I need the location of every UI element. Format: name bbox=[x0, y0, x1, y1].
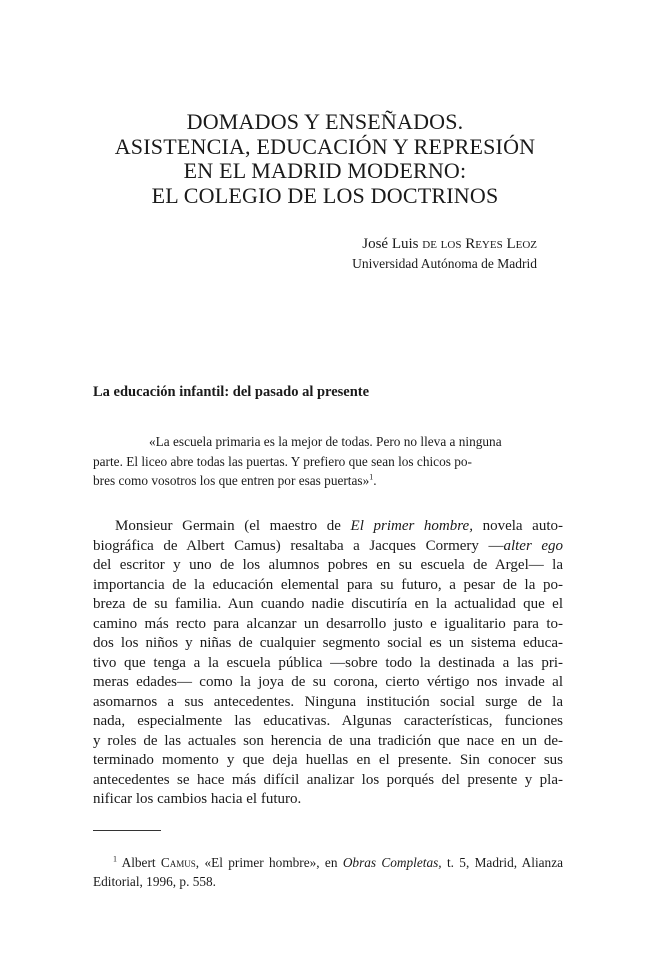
author-given-name: José Luis bbox=[362, 236, 423, 252]
footnote-number: 1 bbox=[113, 854, 117, 864]
title-line: EL COLEGIO DE LOS DOCTRINOS bbox=[151, 182, 499, 208]
paragraph-line: meras edades— como la joya de su corona, cierto vértigo nos invade al bbox=[93, 674, 563, 690]
paragraph-line: asomarnos a sus antecedentes. Ninguna institución social surge de la bbox=[93, 693, 563, 710]
footnote-line bbox=[93, 853, 563, 872]
paragraph-line: tivo que tenga a la escuela pública —sobre todo la destinada a las pri- bbox=[93, 654, 563, 671]
paragraph-line: y roles de las actuales son herencia de una tradición que nace en un de- bbox=[93, 732, 563, 749]
text-run: t. 5, Madrid, Alianza bbox=[441, 855, 564, 870]
paragraph-line: antecedentes se hace más difícil analizar los porqués del presente y pla- bbox=[93, 771, 563, 788]
italic-title: El primer hombre, bbox=[350, 518, 473, 534]
footnote bbox=[93, 853, 563, 891]
paragraph-line: breza de su familia. Aun cuando nadie discutiría en la actualidad que el bbox=[93, 596, 563, 612]
text-run: novela auto- bbox=[472, 518, 563, 534]
epigraph-end: . bbox=[373, 473, 377, 488]
footnote-divider bbox=[93, 830, 161, 831]
paragraph-line: terminado momento y que deja huellas en el presente. Sin conocer sus bbox=[93, 752, 563, 768]
epigraph-line: «La escuela primaria es la mejor de todas. Pero no lleva a ninguna bbox=[149, 434, 502, 449]
title-line: EN EL MADRID MODERNO: bbox=[183, 158, 467, 183]
paragraph-line: importancia de la educación elemental para su futuro, a pesar de la po- bbox=[93, 576, 563, 593]
paragraph-line: camino más recto para alcanzar un desarrollo justo e igualitario para to- bbox=[93, 615, 563, 632]
italic-term: alter ego bbox=[503, 537, 563, 554]
text-run: Albert bbox=[117, 855, 161, 870]
epigraph-last-line bbox=[93, 471, 563, 491]
epigraph-line: parte. El liceo abre todas las puertas. Y prefiero que sean los chicos po- bbox=[93, 453, 472, 469]
text-run: , «El primer hombre», en bbox=[195, 855, 343, 870]
footnote-line: Editorial, 1996, p. 558. bbox=[93, 874, 216, 889]
section-heading: La educación infantil: del pasado al presente bbox=[93, 384, 370, 400]
author-surname: de los Reyes Leoz bbox=[422, 236, 537, 252]
article-title bbox=[60, 110, 590, 208]
paragraph-line: nificar los cambios hacia el futuro. bbox=[93, 791, 302, 807]
footnote-author-surname: Camus bbox=[160, 855, 196, 870]
author-name bbox=[352, 234, 537, 254]
paragraph-line: dos los niños y niñas de cualquier segmento social es un sistema educa- bbox=[93, 635, 563, 651]
footnote-work-title: Obras Completas, bbox=[342, 855, 442, 870]
text-run: biográfica de Albert Camus) resaltaba a Jacques Cormery — bbox=[93, 537, 504, 554]
paragraph-line: nada, especialmente las educativas. Algunas características, funciones bbox=[93, 713, 563, 729]
title-line: ASISTENCIA, EDUCACIÓN Y REPRESIÓN bbox=[114, 133, 536, 159]
author-block bbox=[352, 234, 537, 274]
author-affiliation: Universidad Autónoma de Madrid bbox=[352, 256, 537, 271]
paragraph-line bbox=[93, 537, 563, 557]
footnote-reference[interactable]: 1 bbox=[369, 472, 374, 482]
body-paragraph bbox=[93, 517, 563, 810]
epigraph-quote bbox=[93, 432, 563, 491]
paragraph-line bbox=[93, 517, 563, 537]
text-run: Monsieur Germain (el maestro de bbox=[115, 518, 351, 534]
epigraph-line: bres como vosotros los que entren por esas puertas» bbox=[93, 473, 370, 488]
paragraph-line: del escritor y uno de los alumnos pobres en su escuela de Argel— la bbox=[93, 557, 563, 573]
title-line: DOMADOS Y ENSEÑADOS. bbox=[186, 109, 464, 134]
